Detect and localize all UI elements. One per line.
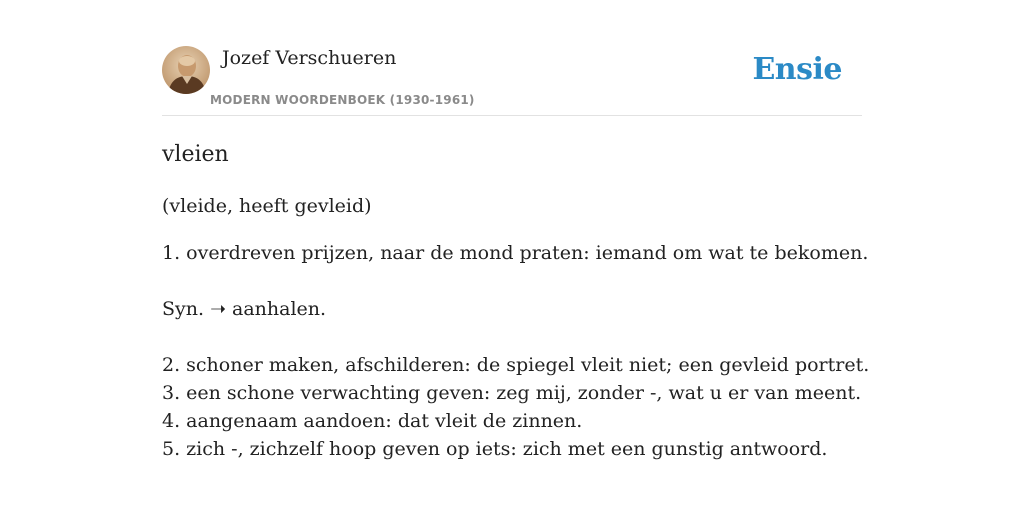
synonym-line[interactable]: Syn. ➝ aanhalen. xyxy=(162,298,327,320)
definition-2: 2. schoner maken, afschilderen: de spiegel vleit niet; een gevleid portret. xyxy=(162,354,870,376)
brand-logo[interactable]: Ensie xyxy=(752,52,842,87)
author-name[interactable]: Jozef Verschueren xyxy=(222,47,397,69)
author-avatar[interactable] xyxy=(162,46,210,94)
headword: vleien xyxy=(162,142,229,167)
definition-1: 1. overdreven prijzen, naar de mond praten: iemand om wat te bekomen. xyxy=(162,242,869,264)
definition-4: 4. aangenaam aandoen: dat vleit de zinnen. xyxy=(162,410,583,432)
word-forms: (vleide, heeft gevleid) xyxy=(162,195,372,217)
portrait-photo-icon xyxy=(162,46,210,94)
definition-5: 5. zich -, zichzelf hoop geven op iets: zich met een gunstig antwoord. xyxy=(162,438,828,460)
definition-3: 3. een schone verwachting geven: zeg mij, zonder -, wat u er van meent. xyxy=(162,382,862,404)
header-divider xyxy=(162,115,862,116)
source-label[interactable]: MODERN WOORDENBOEK (1930-1961) xyxy=(210,93,475,107)
